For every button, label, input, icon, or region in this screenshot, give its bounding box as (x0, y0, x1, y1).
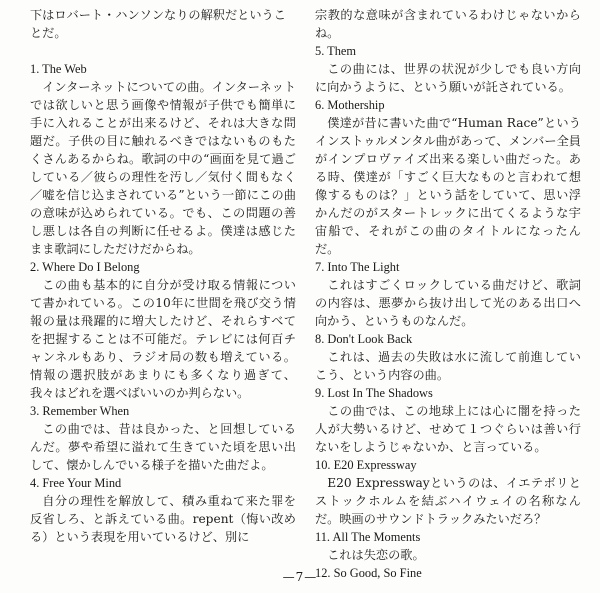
track-title: 9. Lost In The Shadows (315, 386, 433, 400)
track-title: 10. E20 Expressway (315, 458, 417, 472)
left-column (30, 6, 296, 546)
track-4 (30, 474, 296, 546)
track-4-continued (315, 6, 581, 42)
track-title: 6. Mothership (315, 98, 385, 112)
track-title: 2. Where Do I Belong (30, 260, 140, 274)
track-5 (315, 42, 581, 96)
track-11 (315, 528, 581, 564)
track-description: この曲も基本的に自分が受け取る情報について書かれている。この10年に世間を飛び交う情報の量は飛躍的に増大したけど、それらすべてを把握することは不可能だ。テレビには何百チャンネルもあり、ラジオ局の数も増えている。情報の選択肢があまりにも多くなり過ぎて、我々はどれを選べばいいのか判らない。 (30, 278, 296, 400)
track-title: 4. Free Your Mind (30, 476, 122, 490)
track-title: 1. The Web (30, 62, 87, 76)
track-7 (315, 258, 581, 330)
track-title: 12. So Good, So Fine (315, 566, 422, 580)
track-9 (315, 384, 581, 456)
track-description: この曲には、世界の状況が少しでも良い方向に向かうように、という願いが託されている。 (315, 62, 581, 94)
track-10 (315, 456, 581, 528)
track-description: これはすごくロックしている曲だけど、歌詞の内容は、悪夢から抜け出して光のある出口へ向かう、というものなんだ。 (315, 278, 581, 328)
track-description: これは失恋の歌。 (327, 548, 425, 562)
track-description: この曲では、昔は良かった、と回想しているんだ。夢や希望に溢れて生きていた頃を思い出して、懐かしんでいる様子を描いた曲だよ。 (30, 422, 296, 472)
track-description-part-2: 宗教的な意味が含まれているわけじゃないからね。 (315, 8, 581, 40)
track-description: インターネットについての曲。インターネットでは欲しいと思う画像や情報が子供でも簡単に手に入れることが出来るけど、それは大きな問題だ。子供の目に触れるべきではないものもたくさんあるからね。歌詞の中の“画面を見て過ごしている／彼らの理性を汚し／気付く間もなく／嘘を信じ込まされている”という一節にこの曲の意味が込められている。でも、この問題の善し悪しは各自の判断に任せるよ。僕達は感じたまま歌詞にしただけだからね。 (30, 80, 296, 256)
track-title: 3. Remember When (30, 404, 130, 418)
track-title: 5. Them (315, 44, 357, 58)
page-number: —7— (282, 570, 318, 584)
track-1 (30, 60, 296, 258)
track-description: E20 Expresswayというのは、イエテボリとストックホルムを結ぶハイウェイの名称なんだ。映画のサウンドトラックみたいだろ？ (315, 476, 581, 526)
track-6 (315, 96, 581, 258)
track-title: 7. Into The Light (315, 260, 400, 274)
intro-text: 下はロバート・ハンソンなりの解釈だということだ。 (30, 8, 286, 40)
track-description: 僕達が昔に書いた曲で“Human Race”というインストゥルメンタル曲があって、メンバー全員がインプロヴァイズ出来る楽しい曲だった。ある時、僕達が「すごく巨大なものと言われて想像するものは？」という話をしていて、思い浮かんだのがスタートレックに出てくるような宇宙船で、それがこの曲のタイトルになったんだ。 (315, 116, 581, 256)
track-title: 11. All The Moments (315, 530, 421, 544)
track-2 (30, 258, 296, 402)
track-3 (30, 402, 296, 474)
right-column (315, 6, 581, 582)
intro-paragraph (30, 6, 296, 42)
track-description: この曲では、この地球上には心に闇を持った人が大勢いるけど、せめて１つぐらいは善い行ないをしようじゃないか、と言っている。 (315, 404, 581, 454)
track-8 (315, 330, 581, 384)
track-title: 8. Don't Look Back (315, 332, 413, 346)
track-description-part-1: 自分の理性を解放して、積み重ねて来た罪を反省しろ、と訴えている曲。repent（悔い改める）という表現を用いているけど、別に (30, 494, 296, 544)
track-description: これは、過去の失敗は水に流して前進していこう、という内容の曲。 (315, 350, 581, 382)
